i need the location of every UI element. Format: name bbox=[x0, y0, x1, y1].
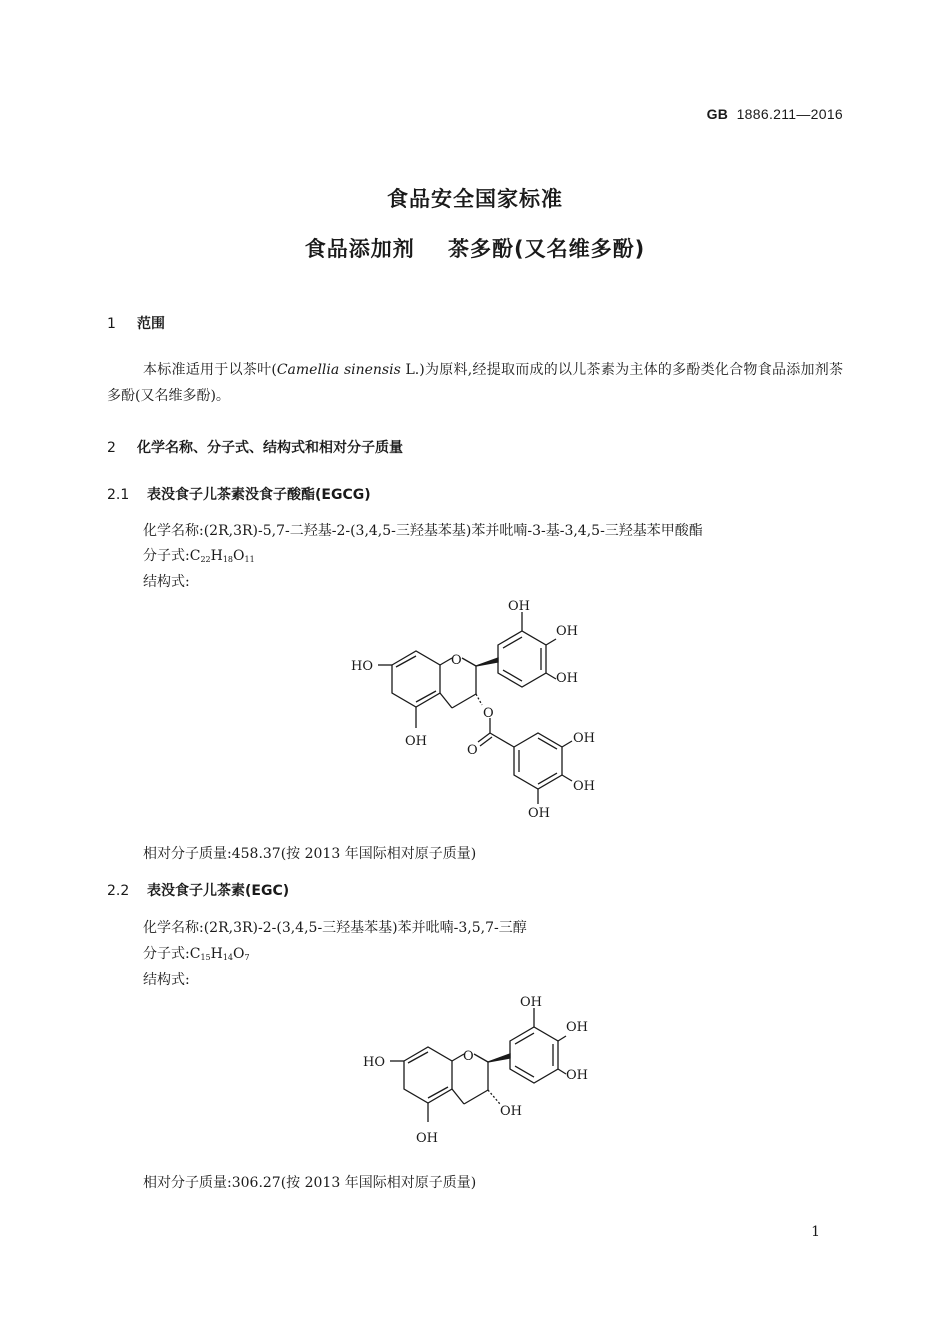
section-title: 范围 bbox=[137, 316, 165, 332]
egc-chemical-name: 化学名称:(2R,3R)-2-(3,4,5-三羟基苯基)苯并吡喃-3,5,7-三醇 bbox=[143, 920, 527, 936]
double-bond bbox=[515, 1066, 534, 1077]
formula-subscript: 11 bbox=[244, 555, 255, 564]
page-number: 1 bbox=[811, 1224, 820, 1240]
formula-element: O bbox=[233, 548, 245, 564]
hydroxyl-label: OH bbox=[405, 734, 427, 749]
scope-text-2: L.)为原料,经提取而成的以儿茶素为主体的多酚类化合物食品添加剂茶多酚(又名维多酚)。 bbox=[107, 362, 844, 404]
standard-prefix: GB bbox=[706, 106, 729, 122]
bond bbox=[452, 1089, 464, 1104]
wedge-bond bbox=[488, 1054, 510, 1062]
egcg-structure-label: 结构式: bbox=[143, 574, 190, 590]
formula-element: H bbox=[210, 548, 223, 564]
section-title: 化学名称、分子式、结构式和相对分子质量 bbox=[137, 440, 403, 456]
egcg-chemical-name: 化学名称:(2R,3R)-5,7-二羟基-2-(3,4,5-三羟基苯基)苯并吡喃-3-基-3,4,5-三羟基苯甲酸酯 bbox=[143, 523, 703, 539]
hydroxyl-label: OH bbox=[556, 671, 578, 686]
bond bbox=[490, 733, 514, 747]
formula-element: H bbox=[210, 946, 223, 962]
subsection-number: 2.1 bbox=[107, 487, 130, 503]
subsection-number: 2.2 bbox=[107, 883, 130, 899]
formula-label: 分子式: bbox=[143, 946, 190, 962]
ring-b bbox=[498, 631, 546, 687]
formula-subscript: 14 bbox=[222, 953, 234, 962]
formula-element: O bbox=[233, 946, 245, 962]
bond bbox=[462, 658, 476, 666]
hash-bond bbox=[476, 694, 482, 705]
hash-bond bbox=[488, 1090, 500, 1104]
ring-b bbox=[510, 1027, 558, 1083]
bond bbox=[562, 741, 572, 747]
subsection-title: 表没食子儿茶素(EGC) bbox=[147, 883, 290, 899]
double-bond bbox=[515, 1033, 534, 1044]
bond bbox=[562, 775, 572, 781]
formula-subscript: 15 bbox=[200, 953, 211, 962]
formula-element: C bbox=[189, 548, 201, 564]
latin-name: Camellia sinensis bbox=[276, 362, 401, 378]
oxygen-label: O bbox=[483, 706, 494, 721]
bond bbox=[440, 693, 452, 708]
bond bbox=[474, 1054, 488, 1062]
hydroxyl-label: OH bbox=[416, 1131, 438, 1146]
double-bond bbox=[503, 670, 522, 681]
hydroxyl-label: OH bbox=[500, 1104, 522, 1119]
hydroxyl-label: HO bbox=[351, 659, 373, 674]
formula-subscript: 18 bbox=[222, 555, 234, 564]
ring-galloyl bbox=[514, 733, 562, 789]
oxygen-label: O bbox=[451, 653, 462, 668]
egc-structure-label: 结构式: bbox=[143, 972, 190, 988]
subsection-title: 表没食子儿茶素没食子酸酯(EGCG) bbox=[147, 487, 371, 503]
double-bond bbox=[538, 738, 557, 749]
egcg-molecular-mass: 相对分子质量:458.37(按 2013 年国际相对原子质量) bbox=[143, 846, 477, 862]
hydroxyl-label: HO bbox=[363, 1055, 385, 1070]
egc-formula bbox=[143, 943, 250, 963]
bond bbox=[558, 1036, 566, 1041]
bond bbox=[558, 1069, 566, 1074]
bond bbox=[546, 639, 556, 645]
egc-molecular-mass: 相对分子质量:306.27(按 2013 年国际相对原子质量) bbox=[143, 1175, 477, 1191]
ring-a bbox=[404, 1047, 452, 1103]
formula-subscript: 22 bbox=[200, 555, 211, 564]
document-title-1: 食品安全国家标准 bbox=[387, 187, 563, 211]
double-bond bbox=[503, 637, 522, 648]
hydroxyl-label: OH bbox=[520, 995, 542, 1010]
bond bbox=[546, 673, 556, 679]
scope-text: 本标准适用于以茶叶( bbox=[143, 362, 277, 378]
formula-subscript: 7 bbox=[244, 953, 250, 962]
ring-a bbox=[392, 651, 440, 707]
formula-element: C bbox=[189, 946, 201, 962]
hydroxyl-label: OH bbox=[566, 1068, 588, 1083]
hydroxyl-label: OH bbox=[556, 624, 578, 639]
subsection-2-2-heading bbox=[107, 880, 289, 900]
standard-number: 1886.211—2016 bbox=[736, 106, 843, 122]
hydroxyl-label: OH bbox=[508, 599, 530, 614]
wedge-bond bbox=[476, 658, 498, 666]
document-title-2: 食品添加剂 茶多酚(又名维多酚) bbox=[304, 237, 646, 261]
section-number: 2 bbox=[107, 440, 116, 456]
double-bond bbox=[538, 773, 557, 784]
formula-label: 分子式: bbox=[143, 548, 190, 564]
hydroxyl-label: OH bbox=[573, 731, 595, 746]
hydroxyl-label: OH bbox=[566, 1020, 588, 1035]
bond bbox=[464, 1090, 488, 1104]
section-number: 1 bbox=[107, 316, 116, 332]
hydroxyl-label: OH bbox=[528, 806, 550, 821]
hydroxyl-label: OH bbox=[573, 779, 595, 794]
oxygen-label: O bbox=[463, 1049, 474, 1064]
bond bbox=[452, 694, 476, 708]
oxygen-label: O bbox=[467, 743, 478, 758]
